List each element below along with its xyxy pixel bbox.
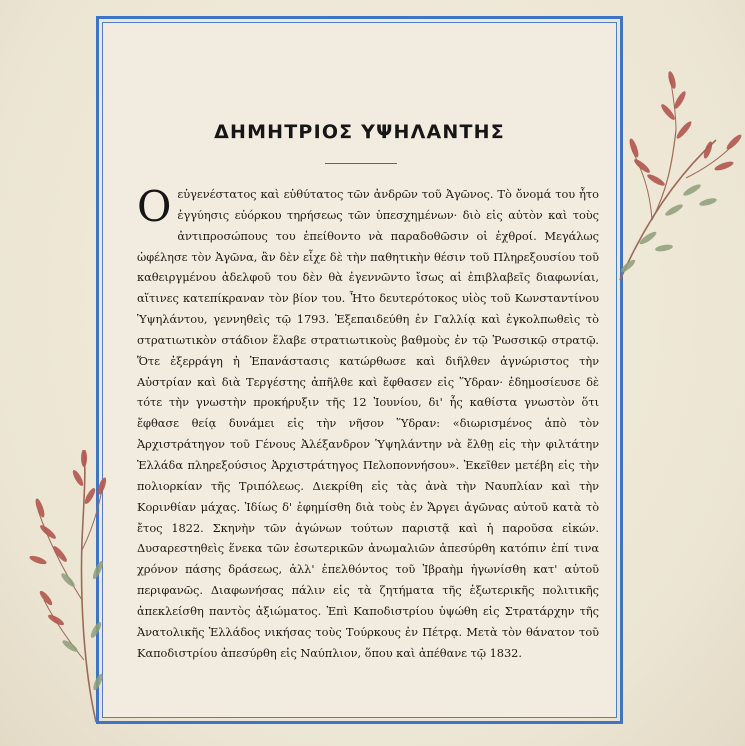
- leaf-sprig-right: [612, 70, 742, 285]
- title-divider: [325, 163, 397, 164]
- biography-body: εὐγενέστατος καὶ εὐθύτατος τῶν ἀνδρῶν τοῦ Ἀγῶνος. Τὸ ὄνομά του ἦτο ἐγγύησις εὐόρκου τηρήσεως τῶν ὑπεσχημένων· διὸ εἰς αὐτὸν καὶ τοὺς ἀντιπροσώπους του ἐπείθοντο νὰ παραδοθῶσιν οἱ ἐχθροί. Μεγάλως ὠφέλησε τὸν Ἀγῶνα, ἂν δὲν εἶχε δὲ τὴν παθητικὴν θέσιν τοῦ Πληρεξουσίου τοῦ καθειργμένου ἀδελφοῦ του δὲν θὰ ἐγεννῶντο ἴσως αἱ ἐπιβλαβεῖς διαφωνίαι, αἵτινες κατεπίκραναν τὸν βίον του. Ἦτο δευτερότοκος υἱὸς τοῦ Κωνσταντίνου Ὑψηλάντου, γεννηθεὶς τῷ 1793. Ἐξεπαιδεύθη ἐν Γαλλίᾳ καὶ ἐγκολπωθεὶς τὸ στρατιωτικὸν στάδιον ἔλαβε στρατιωτικοὺς βαθμοὺς ἐν τῷ Ῥωσσικῷ στρατῷ. Ὅτε ἐξερράγη ἡ Ἐπανάστασις κατώρθωσε καὶ διῆλθεν ἀγνώριστος τὴν Αὐστρίαν καὶ διὰ Τεργέστης ἀπῆλθε καὶ ἔφθασεν εἰς Ὕδραν· ἐδημοσίευσε δὲ τότε τὴν γνωστὴν προκήρυξιν τῆς 12 Ἰουνίου, δι' ἧς καθίστα γνωστὸν ὅτι ἔφθασε θείᾳ δυνάμει εἰς τὴν νῆσον Ὕδραν: «διωρισμένος ἀπὸ τὸν Ἀρχιστράτηγον τοῦ Γένους Ἀλέξανδρον Ὑψηλάντην νὰ ἔλθῃ εἰς τὴν φιλτάτην Ἑλλάδα πληρεξούσιος Ἀρχιστράτηγος Πελοποννήσου». Ἐκεῖθεν μετέβη εἰς τὴν πολιορκίαν τῆς Τριπόλεως. Διεκρίθη εἰς τὰς ἀνὰ τὴν Ναυπλίαν καὶ τὴν Κορινθίαν μάχας. Ἰδίως δ' ἐφημίσθη διὰ τοὺς ἐν Ἄργει ἀγῶνας αὐτοῦ κατὰ τὸ ἔτος 1822. Σκηνὴν τῶν ἀγώνων τούτων παριστᾷ καὶ ἡ παροῦσα εἰκών. Δυσαρεστηθεὶς ἕνεκα τῶν ἐσωτερικῶν ἀνωμαλιῶν ἀπεσύρθη κατόπιν ἐπί τινα χρόνον πάσης δράσεως, ἀλλ' ἐπελθόντος τοῦ Ἰβραὴμ ἠγωνίσθη κατ' αὐτοῦ περιφανῶς. Διαφωνήσας πάλιν εἰς τὰ ζητήματα τῆς ἐξωτερικῆς πολιτικῆς ἀπεκλείσθη παντὸς ἀξιώματος. Ἐπὶ Καποδιστρίου ὑψώθη εἰς Στρατάρχην τῆς Ἀνατολικῆς Ἑλλάδος νικήσας τοὺς Τούρκους ἐν Πέτρᾳ. Μετὰ τὸν θάνατον τοῦ Καποδιστρίου ἀπεσύρθη εἰς Ναύπλιον, ὅπου καὶ ἀπέθανε τῷ 1832.: [137, 187, 599, 660]
- biography-text: [137, 184, 599, 663]
- page-title: ΔΗΜΗΤΡΙΟΣ ΥΨΗΛΑΝΤΗΣ: [214, 121, 505, 143]
- dropcap-letter: Ο: [137, 182, 172, 231]
- leaf-sprig-left: [18, 450, 113, 725]
